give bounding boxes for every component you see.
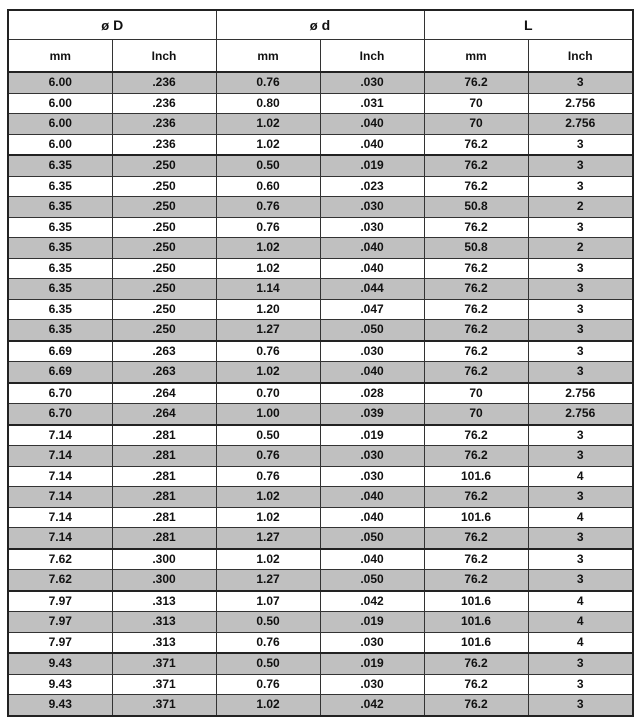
table-cell: 3 [528,134,633,155]
table-cell: 4 [528,591,633,612]
table-cell: 7.14 [8,425,112,446]
table-cell: .300 [112,549,216,570]
table-cell: 76.2 [424,299,528,320]
table-row [8,238,633,259]
table-cell: 6.70 [8,404,112,425]
table-cell: .050 [320,320,424,341]
table-cell: .030 [320,466,424,487]
table-cell: 0.60 [216,176,320,197]
table-cell: 0.76 [216,446,320,467]
table-cell: .371 [112,674,216,695]
table-cell: 76.2 [424,695,528,716]
table-cell: .250 [112,258,216,279]
table-cell: 101.6 [424,591,528,612]
table-cell: 7.14 [8,466,112,487]
table-cell: 4 [528,612,633,633]
table-cell: .250 [112,238,216,259]
table-cell: 3 [528,528,633,549]
table-cell: .030 [320,72,424,93]
table-cell: .019 [320,425,424,446]
table-row [8,155,633,176]
table-cell: 3 [528,176,633,197]
table-row [8,258,633,279]
table-cell: 1.27 [216,320,320,341]
table-cell: .250 [112,279,216,300]
table-row [8,299,633,320]
table-cell: 76.2 [424,653,528,674]
table-cell: 101.6 [424,612,528,633]
header-group-row [8,10,633,40]
table-cell: 6.35 [8,217,112,238]
table-cell: 0.76 [216,72,320,93]
table-cell: .040 [320,507,424,528]
header-length [424,10,633,40]
table-cell: .313 [112,591,216,612]
table-row [8,425,633,446]
table-cell: .263 [112,341,216,362]
table-row [8,383,633,404]
header-outer-diameter [8,10,216,40]
table-cell: .040 [320,238,424,259]
table-cell: 6.69 [8,362,112,383]
table-row [8,134,633,155]
table-cell: .040 [320,549,424,570]
table-cell: .281 [112,487,216,508]
table-cell: 7.62 [8,570,112,591]
table-cell: 6.35 [8,320,112,341]
table-row [8,197,633,218]
table-cell: .030 [320,217,424,238]
table-cell: 6.35 [8,238,112,259]
table-cell: 1.02 [216,487,320,508]
table-cell: 1.02 [216,549,320,570]
table-cell: 7.97 [8,591,112,612]
table-cell: .050 [320,570,424,591]
table-cell: .042 [320,591,424,612]
table-cell: 0.70 [216,383,320,404]
table-cell: 3 [528,258,633,279]
table-cell: 0.76 [216,197,320,218]
table-cell: 76.2 [424,570,528,591]
table-cell: 2 [528,197,633,218]
table-cell: 0.50 [216,425,320,446]
table-cell: .371 [112,695,216,716]
table-cell: 9.43 [8,653,112,674]
table-cell: 4 [528,632,633,653]
table-cell: 1.02 [216,238,320,259]
table-row [8,632,633,653]
header-label: L [523,17,533,33]
table-cell: 6.35 [8,197,112,218]
table-cell: 0.80 [216,93,320,114]
table-cell: 1.02 [216,695,320,716]
table-row [8,528,633,549]
table-cell: 1.02 [216,258,320,279]
table-row [8,487,633,508]
table-cell: 6.00 [8,134,112,155]
table-cell: 101.6 [424,507,528,528]
table-cell: 0.76 [216,341,320,362]
table-cell: 76.2 [424,446,528,467]
table-cell: .019 [320,612,424,633]
table-cell: .050 [320,528,424,549]
table-cell: 3 [528,446,633,467]
table-row [8,466,633,487]
table-cell: .250 [112,176,216,197]
table-cell: 4 [528,507,633,528]
table-cell: 0.50 [216,155,320,176]
table-cell: .028 [320,383,424,404]
table-cell: 3 [528,653,633,674]
table-body [8,72,633,716]
table-cell: 76.2 [424,176,528,197]
table-cell: 76.2 [424,258,528,279]
table-cell: 3 [528,217,633,238]
table-cell: 3 [528,674,633,695]
table-cell: .263 [112,362,216,383]
table-cell: 3 [528,695,633,716]
table-cell: 6.00 [8,114,112,135]
table-cell: 3 [528,299,633,320]
table-cell: 7.97 [8,612,112,633]
table-row [8,114,633,135]
table-cell: .264 [112,383,216,404]
table-cell: 3 [528,362,633,383]
table-cell: 7.14 [8,487,112,508]
table-cell: 2 [528,238,633,259]
table-cell: .040 [320,362,424,383]
table-cell: 50.8 [424,238,528,259]
table-row [8,176,633,197]
table-cell: .313 [112,612,216,633]
table-cell: 2.756 [528,404,633,425]
table-cell: 3 [528,341,633,362]
table-cell: 7.14 [8,507,112,528]
table-cell: .042 [320,695,424,716]
table-cell: 1.00 [216,404,320,425]
table-cell: .300 [112,570,216,591]
table-cell: .236 [112,134,216,155]
table-cell: 76.2 [424,72,528,93]
table-row [8,591,633,612]
header-label: d [321,17,331,33]
table-cell: 6.00 [8,93,112,114]
table-cell: 7.97 [8,632,112,653]
table-cell: 4 [528,466,633,487]
table-row [8,320,633,341]
table-cell: 1.27 [216,528,320,549]
table-cell: 2.756 [528,93,633,114]
table-cell: 3 [528,155,633,176]
table-cell: 7.14 [8,528,112,549]
table-cell: .019 [320,155,424,176]
table-cell: 76.2 [424,155,528,176]
table-cell: 70 [424,93,528,114]
table-cell: .250 [112,217,216,238]
table-cell: 76.2 [424,341,528,362]
table-cell: 0.76 [216,632,320,653]
unit-header: Inch [112,40,216,73]
table-cell: 0.50 [216,653,320,674]
table-row [8,362,633,383]
table-cell: .031 [320,93,424,114]
table-cell: 3 [528,320,633,341]
table-cell: 0.50 [216,612,320,633]
table-cell: 70 [424,383,528,404]
unit-header: mm [424,40,528,73]
table-cell: 101.6 [424,466,528,487]
table-cell: .250 [112,320,216,341]
table-cell: .039 [320,404,424,425]
table-cell: 1.02 [216,362,320,383]
table-cell: .250 [112,155,216,176]
table-row [8,72,633,93]
table-cell: 1.27 [216,570,320,591]
table-cell: 7.14 [8,446,112,467]
table-cell: 76.2 [424,279,528,300]
table-row [8,570,633,591]
table-cell: .236 [112,114,216,135]
table-cell: 0.76 [216,674,320,695]
table-cell: 7.62 [8,549,112,570]
table-cell: 1.02 [216,114,320,135]
table-cell: 9.43 [8,695,112,716]
table-cell: 0.76 [216,217,320,238]
diameter-symbol: ø [101,18,110,33]
table-cell: .040 [320,114,424,135]
table-row [8,404,633,425]
table-cell: .030 [320,632,424,653]
table-cell: 9.43 [8,674,112,695]
table-cell: 1.20 [216,299,320,320]
unit-header: mm [216,40,320,73]
table-cell: 6.69 [8,341,112,362]
table-row [8,93,633,114]
table-cell: 1.02 [216,507,320,528]
table-cell: 3 [528,487,633,508]
table-cell: 3 [528,279,633,300]
unit-header: mm [8,40,112,73]
table-row [8,653,633,674]
table-row [8,217,633,238]
table-cell: .236 [112,93,216,114]
table-cell: .281 [112,425,216,446]
table-row [8,446,633,467]
table-header [8,10,633,72]
table-cell: 76.2 [424,487,528,508]
table-cell: .313 [112,632,216,653]
table-cell: 101.6 [424,632,528,653]
table-row [8,279,633,300]
table-cell: 70 [424,404,528,425]
table-cell: 76.2 [424,320,528,341]
table-cell: 76.2 [424,674,528,695]
table-cell: 1.14 [216,279,320,300]
table-cell: .281 [112,446,216,467]
table-cell: 76.2 [424,217,528,238]
table-cell: 6.35 [8,299,112,320]
table-cell: 50.8 [424,197,528,218]
table-cell: 70 [424,114,528,135]
header-inner-diameter [216,10,424,40]
unit-header: Inch [528,40,633,73]
table-cell: .030 [320,446,424,467]
table-cell: 3 [528,549,633,570]
table-cell: .040 [320,487,424,508]
table-cell: 76.2 [424,528,528,549]
unit-header: Inch [320,40,424,73]
table-cell: .281 [112,507,216,528]
table-cell: .040 [320,134,424,155]
table-cell: 2.756 [528,383,633,404]
table-cell: .047 [320,299,424,320]
table-cell: .030 [320,674,424,695]
table-cell: .030 [320,341,424,362]
table-row [8,674,633,695]
table-cell: 76.2 [424,362,528,383]
table-cell: .264 [112,404,216,425]
table-cell: .019 [320,653,424,674]
table-cell: 3 [528,570,633,591]
table-cell: .030 [320,197,424,218]
table-cell: 6.35 [8,258,112,279]
diameter-symbol: ø [309,18,318,33]
table-cell: 6.35 [8,176,112,197]
table-row [8,695,633,716]
table-cell: 1.07 [216,591,320,612]
header-units-row [8,40,633,73]
table-cell: .044 [320,279,424,300]
table-cell: .371 [112,653,216,674]
table-cell: .250 [112,197,216,218]
table-cell: 76.2 [424,549,528,570]
table-cell: 76.2 [424,425,528,446]
table-cell: 76.2 [424,134,528,155]
table-cell: .281 [112,528,216,549]
table-row [8,341,633,362]
dimension-table [7,9,634,717]
table-cell: 0.76 [216,466,320,487]
table-cell: 6.35 [8,279,112,300]
table-row [8,612,633,633]
table-cell: .023 [320,176,424,197]
table-cell: 1.02 [216,134,320,155]
table-cell: 6.00 [8,72,112,93]
table-cell: 6.70 [8,383,112,404]
header-label: D [113,17,124,33]
table-cell: 3 [528,72,633,93]
table-row [8,507,633,528]
table-row [8,549,633,570]
table-cell: 3 [528,425,633,446]
table-cell: .250 [112,299,216,320]
table-cell: .040 [320,258,424,279]
table-cell: 2.756 [528,114,633,135]
table-cell: 6.35 [8,155,112,176]
table-cell: .236 [112,72,216,93]
table-cell: .281 [112,466,216,487]
